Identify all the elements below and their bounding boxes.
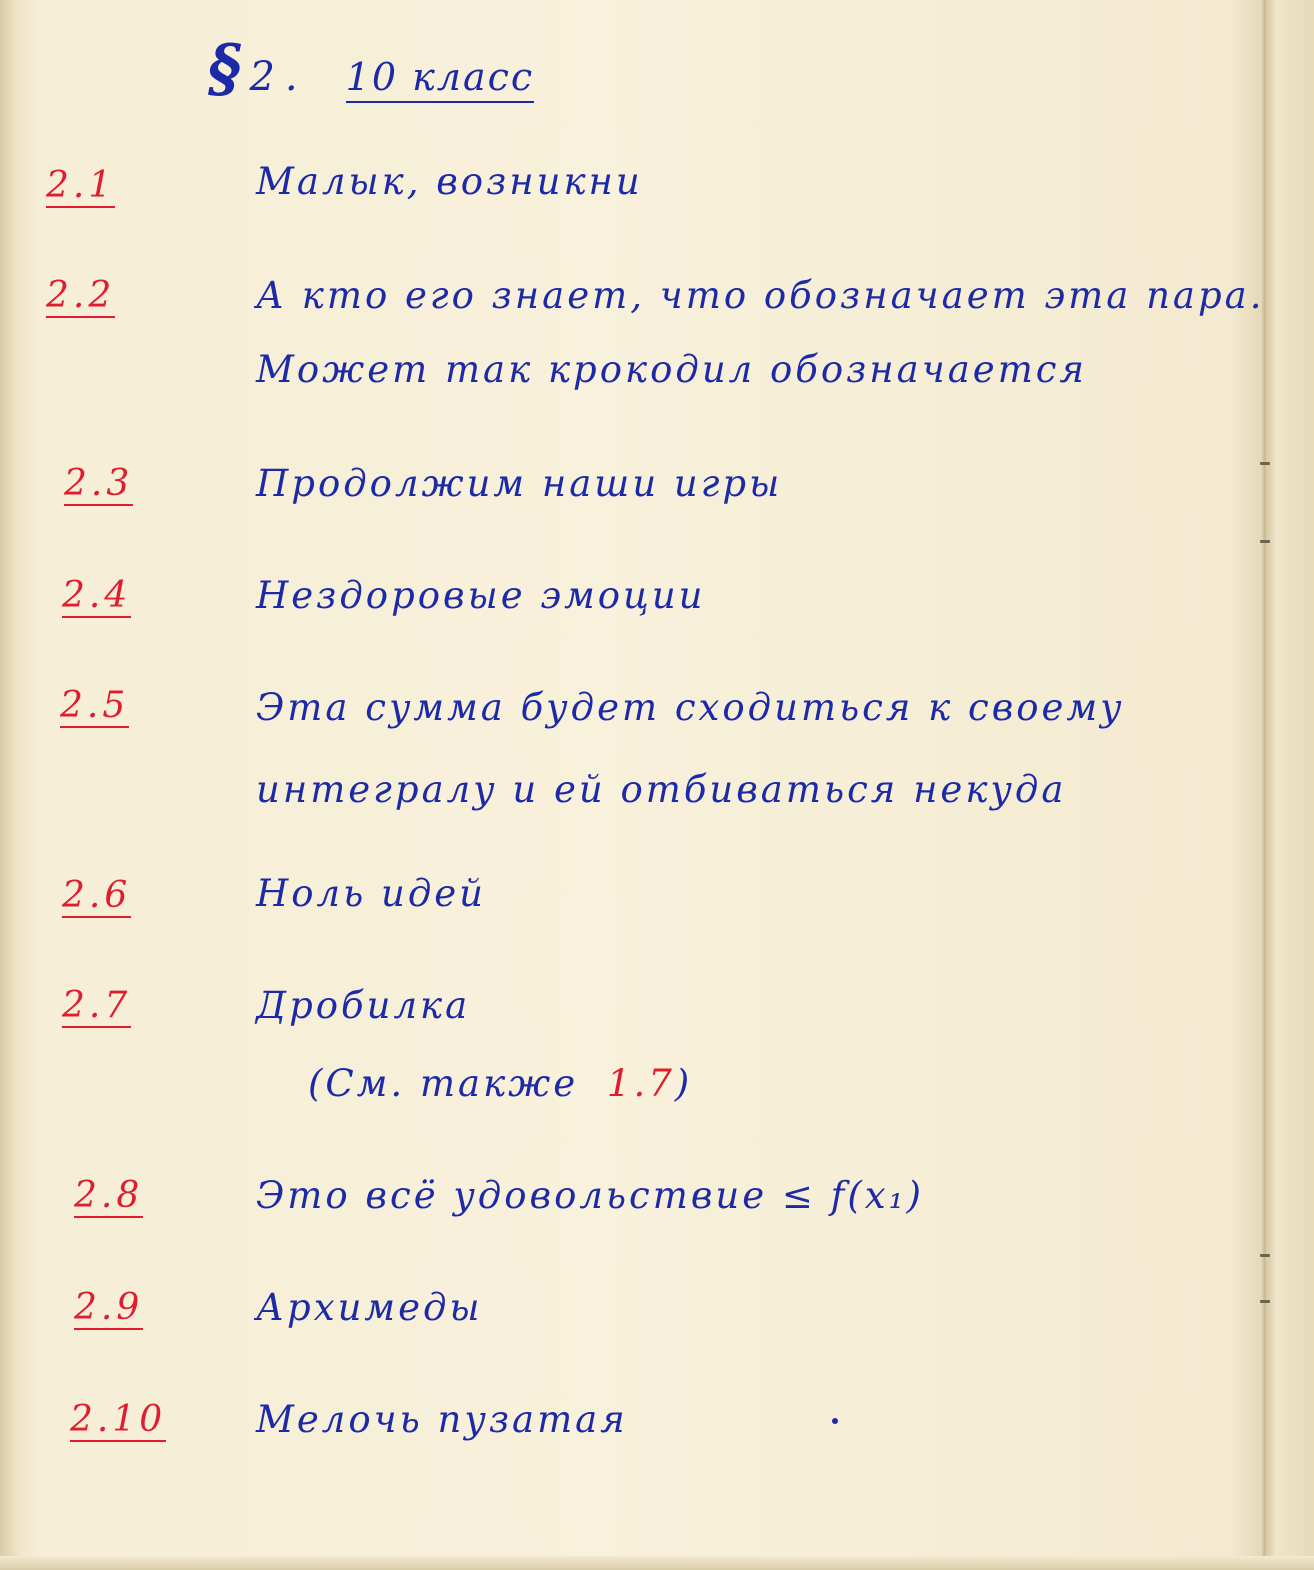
page-bottom-edge (0, 1556, 1314, 1570)
entry-text: Дробилка (256, 984, 471, 1027)
section-heading (208, 31, 535, 106)
cross-reference-prefix: (См. также (308, 1062, 579, 1105)
entry-number: 2.10 (70, 1399, 167, 1440)
section-number: 2 (249, 54, 275, 100)
cross-reference-link: 1.7 (606, 1062, 675, 1105)
section-dot: . (284, 54, 298, 100)
entry-text: Продолжим наши игры (256, 462, 783, 505)
page-fold (1262, 0, 1268, 1570)
entry-number: 2.7 (62, 985, 132, 1026)
entry-number: 2.9 (74, 1287, 144, 1328)
ink-dot (832, 1418, 838, 1424)
cross-reference-suffix: ) (674, 1062, 693, 1105)
entry-text: Малык, возникни (256, 160, 643, 203)
entry-text: Эта сумма будет сходиться к своему (256, 686, 1125, 729)
staple-mark (1260, 1300, 1270, 1303)
entry-number: 2.8 (74, 1175, 144, 1216)
entry-text: Мелочь пузатая (256, 1398, 628, 1441)
entry-text: Ноль идей (256, 872, 487, 915)
entry-text-continued: Может так крокодил обозначается (256, 348, 1088, 391)
entry-number: 2.5 (60, 685, 130, 726)
entry-text: Это всё удовольствие ≤ f(x₁) (256, 1174, 924, 1217)
entry-number: 2.1 (46, 165, 116, 206)
staple-mark (1260, 1254, 1270, 1257)
entry-number: 2.6 (62, 875, 132, 916)
entry-text: Архимеды (256, 1286, 483, 1329)
staple-mark (1260, 540, 1270, 543)
page-left-edge (0, 0, 18, 1570)
staple-mark (1260, 462, 1270, 465)
entry-text: Нездоровые эмоции (256, 574, 706, 617)
section-title: 10 класс (346, 55, 535, 103)
entry-text: А кто его знает, что обозначает эта пара. (256, 274, 1265, 317)
entry-number: 2.3 (64, 463, 134, 504)
section-sign: § (208, 31, 242, 106)
cross-reference (308, 1062, 692, 1106)
entry-text-continued: интегралу и ей отбиваться некуда (256, 768, 1067, 811)
entry-number: 2.4 (62, 575, 132, 616)
entry-number: 2.2 (46, 275, 116, 316)
